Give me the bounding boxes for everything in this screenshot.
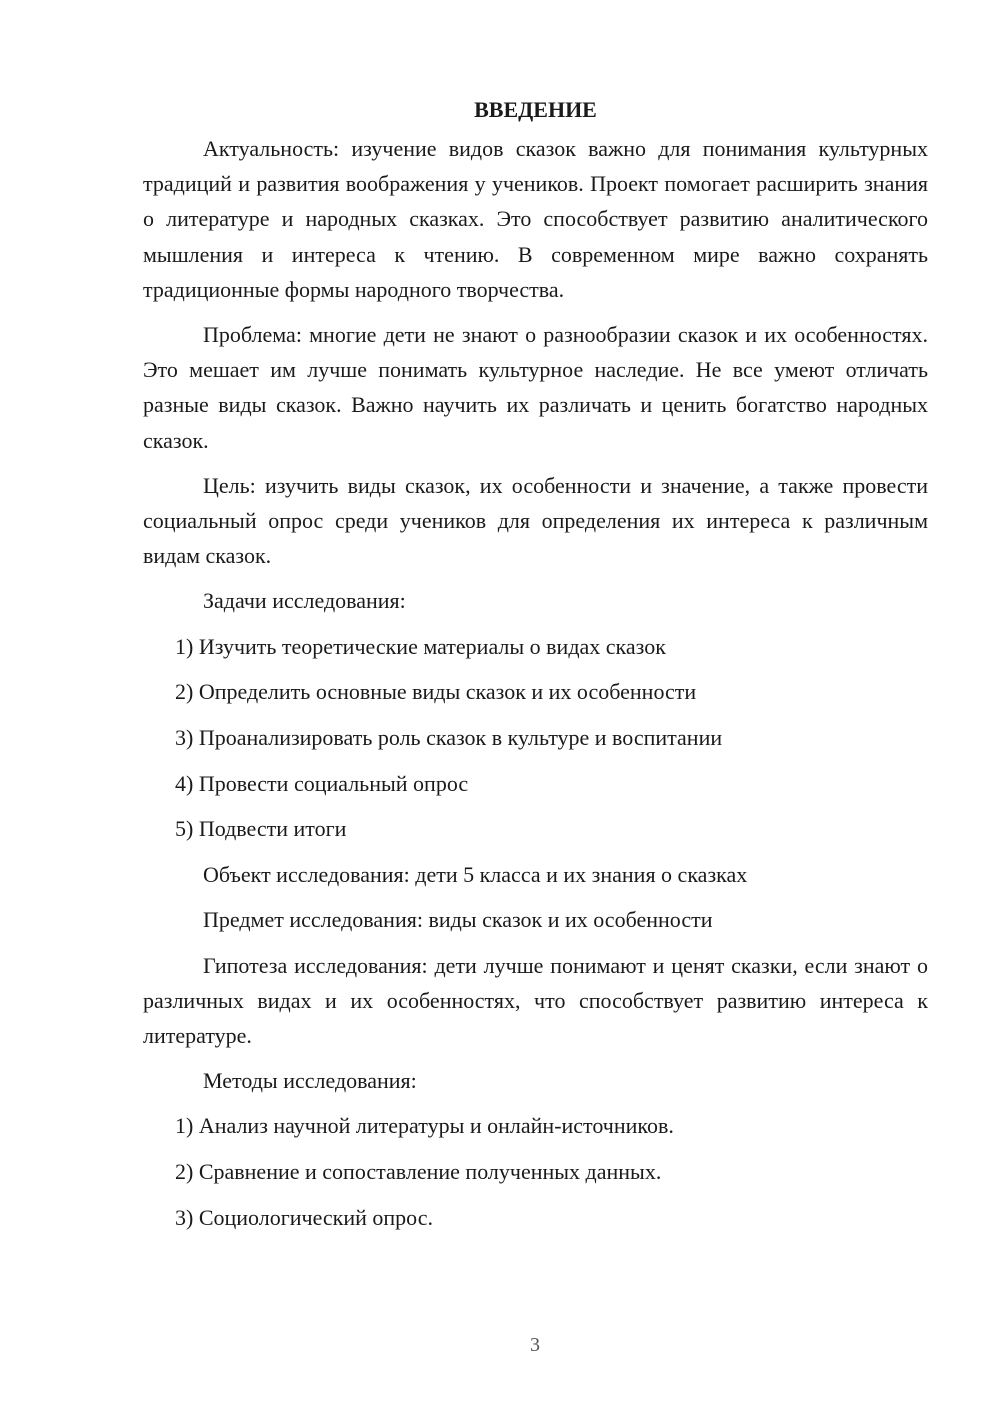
relevance-paragraph: Актуальность: изучение видов сказок важно для понимания культурных традиций и развития воображения у учеников. Проект помогает расширить знания о литературе и народных сказках. Это способствует развитию аналитического мышления и интереса к чтению. В современном мире важно сохранять традиционные формы народного творчества.	[143, 136, 928, 302]
tasks-list	[143, 629, 928, 847]
list-item: 4) Провести социальный опрос	[175, 770, 469, 796]
list-item: 3) Социологический опрос.	[175, 1204, 433, 1230]
hypothesis-paragraph: Гипотеза исследования: дети лучше понимают и ценят сказки, если знают о различных видах и их особенностях, что способствует развитию интереса к литературе.	[143, 952, 928, 1048]
tasks-heading: Задачи исследования:	[203, 588, 406, 614]
list-item: 5) Подвести итоги	[175, 816, 347, 842]
list-item: 3) Проанализировать роль сказок в культуре и воспитании	[175, 725, 723, 751]
page-number: 3	[530, 1334, 540, 1356]
list-item: 1) Изучить теоретические материалы о видах сказок	[175, 633, 666, 659]
page-title: ВВЕДЕНИЕ	[474, 97, 597, 122]
methods-list	[143, 1108, 928, 1235]
goal-paragraph: Цель: изучить виды сказок, их особенности и значение, а также провести социальный опрос среди учеников для определения их интереса к различным видам сказок.	[143, 472, 928, 569]
research-object: Объект исследования: дети 5 класса и их знания о сказках	[203, 862, 748, 888]
research-subject: Предмет исследования: виды сказок и их особенности	[203, 907, 713, 933]
document-page	[143, 92, 928, 1245]
problem-paragraph: Проблема: многие дети не знают о разнообразии сказок и их особенностях. Это мешает им лучше понимать культурное наследие. Не все умеют отличать разные виды сказок. Важно научить их различать и ценить богатство народных сказок.	[143, 322, 928, 453]
list-item: 1) Анализ научной литературы и онлайн-источников.	[175, 1113, 674, 1139]
list-item: 2) Определить основные виды сказок и их особенности	[175, 679, 697, 705]
methods-heading: Методы исследования:	[203, 1068, 417, 1094]
list-item: 2) Сравнение и сопоставление полученных данных.	[175, 1159, 662, 1185]
